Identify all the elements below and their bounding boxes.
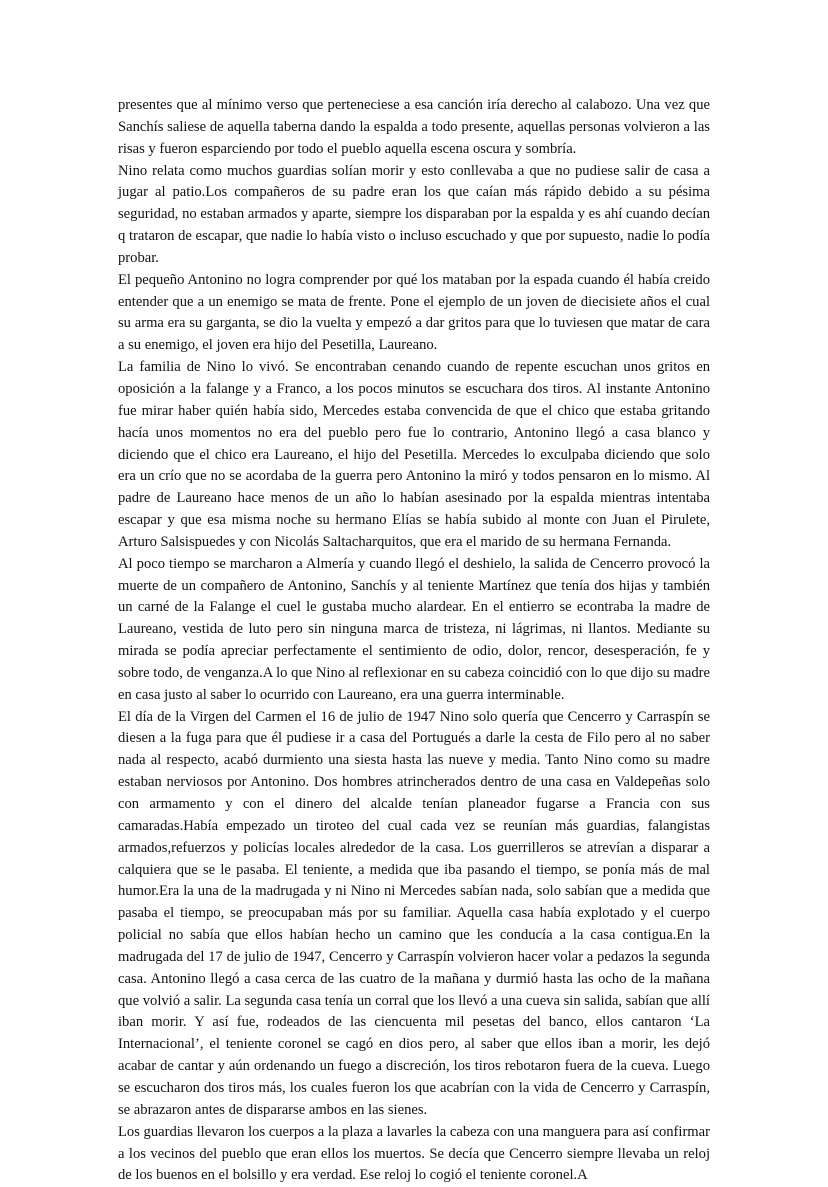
paragraph-6: El día de la Virgen del Carmen el 16 de julio de 1947 Nino solo quería que Cencerro y Carraspín se diesen a la fuga para que él pudiese ir a casa del Portugués a darle la cesta de Filo pero al no saber nada al respecto, acabó durmiento una siesta hasta las nueve y media. Tanto Nino como su madre estaban nerviosos por Antonino. Dos hombres atrincherados dentro de una casa en Valdepeñas solo con armamento y con el dinero del alcalde tenían planeador fugarse a Francia con sus camaradas.Había empezado un tiroteo del cual cada vez se reunían más guardias, falangistas armados,refuerzos y policías locales alrededor de la casa. Los guerrilleros se atrevían a disparar a calquiera que se le pasaba. El teniente, a medida que iba pasando el tiempo, se ponía más de mal humor.Era la una de la madrugada y ni Nino ni Mercedes sabían nada, solo sabían que a medida que pasaba el tiempo, se preocupaban más por su familiar. Aquella casa había explotado y el cuerpo policial no sabía que ellos habían hecho un camino que les conducía a la casa contigua.En la madrugada del 17 de julio de 1947, Cencerro y Carraspín volvieron hacer volar a pedazos la segunda casa. Antonino llegó a casa cerca de las cuatro de la mañana y durmió hasta las ocho de la mañana que volvió a salir. La segunda casa tenía un corral que los llevó a una cueva sin salida, sabían que allí iban morir. Y así fue, rodeados de las ciencuenta mil pesetas del banco, ellos cantaron ‘La Internacional’, el teniente coronel se cagó en dios pero, al saber que ellos iban a morir, les dejó acabar de cantar y aún ordenando un fuego a discreción, los tiros rebotaron fuera de la cueva. Luego se escucharon dos tiros más, los cuales fueron los que acabrían con la vida de Cencerro y Carraspín, se abrazaron antes de dispararse ambos en las sienes.	[118, 708, 710, 1118]
paragraph-1: presentes que al mínimo verso que perteneciese a esa canción iría derecho al calabozo. Una vez que Sanchís saliese de aquella taberna dando la espalda a todo presente, aquellas personas volvieron a las risas y fueron esparciendo por todo el pueblo aquella escena oscura y sombría.	[118, 97, 710, 157]
paragraph-4: La familia de Nino lo vivó. Se encontraban cenando cuando de repente escuchan unos gritos en oposición a la falange y a Franco, a los pocos minutos se escuchara dos tiros. Al instante Antonino fue mirar haber quién había sido, Mercedes estaba convencida de que el chico que estaba gritando hacía unos momentos no era del pueblo pero fue lo contrario, Antonino llegó a casa blanco y diciendo que el chico era Laureano, el hijo del Pesetilla. Mercedes lo exculpaba diciendo que solo era un crío que no se acordaba de la guerra pero Antonino la miró y todos pensaron en lo mismo. Al padre de Laureano hace menos de un año lo habían asesinado por la espalda mientras intentaba escapar y que esa misma noche su hermano Elías se había subido al monte con Juan el Pirulete, Arturo Salsispuedes y con Nicolás Saltacharquitos, que era el marido de su hermana Fernanda.	[118, 359, 710, 550]
document-page	[118, 95, 710, 1187]
paragraph-2: Nino relata como muchos guardias solían morir y esto conllevaba a que no pudiese salir de casa a jugar al patio.Los compañeros de su padre eran los que caían más rápido debido a su pésima seguridad, no estaban armados y aparte, siempre los disparaban por la espalda y es ahí cuando decían q trataron de escapar, que nadie lo había visto o incluso escuchado y que por supuesto, nadie lo podía probar.	[118, 162, 710, 266]
paragraph-5: Al poco tiempo se marcharon a Almería y cuando llegó el deshielo, la salida de Cencerro provocó la muerte de un compañero de Antonino, Sanchís y al teniente Martínez que tenía dos hijas y también un carné de la Falange el cuel le gustaba mucho alardear. En el entierro se econtraba la madre de Laureano, vestida de luto pero sin ninguna marca de tristeza, ni lágrimas, ni llantos. Mediante su mirada se podía apreciar perfectamente el sentimiento de odio, dolor, rencor, desesperación, fe y sobre todo, de venganza.A lo que Nino al reflexionar en su cabeza coincidió con lo que dijo su madre en casa justo al saber lo ocurrido con Laureano, era una guerra interminable.	[118, 555, 710, 703]
paragraph-3: El pequeño Antonino no logra comprender por qué los mataban por la espada cuando él había creido entender que a un enemigo se mata de frente. Pone el ejemplo de un joven de diecisiete años el cual su arma era su garganta, se dio la vuelta y empezó a dar gritos para que lo tuviesen que matar de cara a su enemigo, el joven era hijo del Pesetilla, Laureano.	[118, 271, 710, 354]
paragraph-7: Los guardias llevaron los cuerpos a la plaza a lavarles la cabeza con una manguera para así confirmar a los vecinos del pueblo que eran ellos los muertos. Se decía que Cencerro siempre llevaba un reloj de los buenos en el bolsillo y era verdad. Ese reloj lo cogió el teniente coronel.A	[118, 1123, 710, 1184]
